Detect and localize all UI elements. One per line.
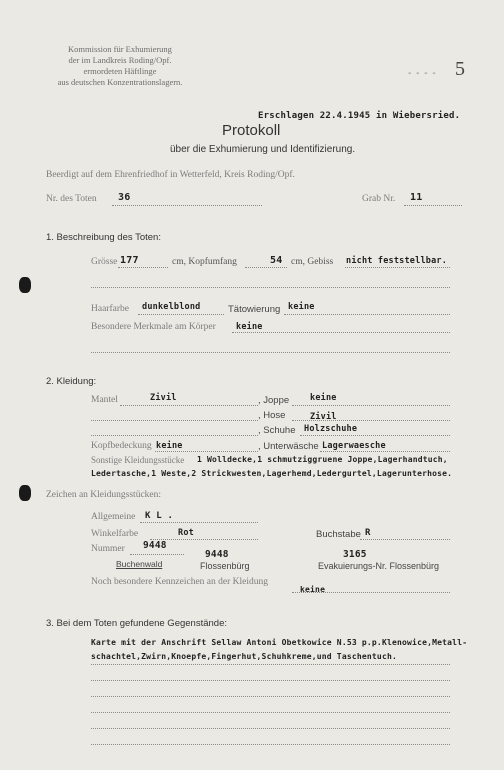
section-3-heading: 3. Bei dem Toten gefundene Gegenstände: [46, 618, 227, 629]
headwear-line [155, 451, 258, 452]
general-value: K L . [145, 511, 174, 521]
org-header [50, 44, 190, 88]
found-items-line-2: schachtel,Zwirn,Knoepfe,Fingerhut,Schuhkreme,und Taschentuch. [91, 652, 398, 661]
punch-hole-top [19, 277, 31, 293]
hair-line [138, 314, 224, 315]
trousers-value: Zivil [310, 412, 337, 422]
buchenwald-value: Buchenwald [116, 559, 163, 569]
general-label: Allgemeine [91, 512, 136, 522]
grave-no-label: Grab Nr. [362, 194, 396, 204]
jacket-value: keine [310, 393, 337, 403]
flossenburg-label: Flossenbürg [200, 561, 250, 571]
org-line-3: ermordeten Häftlinge [83, 66, 157, 76]
tattoo-line [284, 314, 450, 315]
jacket-label: , Joppe [258, 395, 290, 406]
angle-color-value: Rot [178, 528, 194, 538]
punch-hole-bottom [19, 485, 31, 501]
shoes-line [300, 435, 450, 436]
page-title: Protokoll [222, 122, 281, 139]
dead-no-value: 36 [118, 192, 131, 203]
letter-label: Buchstabe [316, 529, 361, 540]
other-clothing-line-2: Ledertasche,1 Weste,2 Strickwesten,Lagerhemd,Ledergurtel,Lagerunterhose. [91, 469, 453, 478]
coat-line [120, 405, 258, 406]
org-line-4: aus deutschen Konzentrationslagern. [57, 77, 183, 87]
grave-no-line [404, 205, 462, 206]
clothing-marks-heading: Zeichen an Kleidungsstücken: [46, 490, 162, 500]
hair-label: Haarfarbe [91, 304, 129, 314]
found-line-a [91, 664, 450, 665]
trousers-label: , Hose [258, 410, 286, 421]
page-subtitle: über die Exhumierung und Identifizierung. [170, 144, 356, 155]
head-line [245, 267, 287, 268]
blank-line-3 [91, 420, 258, 421]
other-marks-value: keine [300, 585, 326, 594]
tattoo-value: keine [288, 302, 315, 312]
page-number: 5 [455, 58, 465, 80]
cm-teeth-label: cm, Gebiss [291, 257, 334, 267]
marks-value: keine [236, 322, 263, 332]
found-line-c [91, 696, 450, 697]
angle-color-label: Winkelfarbe [91, 529, 139, 539]
other-clothing-line-1: 1 Wolldecke,1 schmutziggruene Joppe,Lagerhandtuch, [197, 455, 448, 464]
grave-no-value: 11 [410, 192, 423, 203]
section-1-heading: 1. Beschreibung des Toten: [46, 232, 161, 243]
hair-value: dunkelblond [142, 302, 201, 312]
cm-headsize-label: cm, Kopfumfang [172, 257, 237, 267]
blank-line-4 [91, 435, 258, 436]
head-value: 54 [270, 255, 283, 266]
underwear-line [320, 451, 450, 452]
page-dash: - - - - [408, 68, 437, 79]
other-marks-label: Noch besondere Kennzeichen an der Kleidung [91, 577, 268, 587]
shoes-value: Holzschuhe [304, 424, 358, 434]
general-line [140, 522, 258, 523]
typed-location: Erschlagen 22.4.1945 in Wiebersried. [258, 111, 461, 121]
blank-line-1 [91, 287, 450, 288]
letter-value: R [365, 528, 371, 538]
burial-line: Beerdigt auf dem Ehrenfriedhof in Wetterfeld, Kreis Roding/Opf. [46, 170, 295, 180]
found-line-f [91, 744, 450, 745]
marks-line [232, 332, 450, 333]
tattoo-label: Tätowierung [228, 304, 281, 315]
coat-value: Zivil [150, 393, 177, 403]
teeth-value: nicht feststellbar. [346, 256, 448, 266]
letter-line [360, 539, 450, 540]
headwear-label: Kopfbedeckung [91, 441, 152, 451]
shoes-label: , Schuhe [258, 425, 296, 436]
number-value: 9448 [143, 540, 167, 551]
blank-line-2 [91, 352, 450, 353]
height-value: 177 [120, 255, 139, 266]
org-line-2: der im Landkreis Roding/Opf. [68, 55, 172, 65]
jacket-line [292, 405, 450, 406]
flossenburg-number: 9448 [205, 549, 229, 560]
evacuation-number: 3165 [343, 549, 367, 560]
height-line [118, 267, 168, 268]
org-line-1: Kommission für Exhumierung [68, 44, 172, 54]
marks-label: Besondere Merkmale am Körper [91, 322, 216, 332]
section-2-heading: 2. Kleidung: [46, 376, 97, 387]
underwear-label: , Unterwäsche [258, 441, 319, 452]
dead-no-label: Nr. des Toten [46, 194, 97, 204]
found-line-d [91, 712, 450, 713]
height-label: Grösse [91, 257, 118, 267]
underwear-value: Lagerwaesche [322, 441, 386, 451]
found-line-e [91, 728, 450, 729]
headwear-value: keine [156, 441, 183, 451]
dead-no-line [112, 205, 262, 206]
evacuation-label: Evakuierungs-Nr. Flossenbürg [318, 561, 440, 571]
found-line-b [91, 680, 450, 681]
number-line [130, 554, 184, 555]
found-items-line-1: Karte mit der Anschrift Sellaw Antoni Obetkowice N.53 p.p.Klenowice,Metall- [91, 638, 468, 647]
other-clothing-label: Sonstige Kleidungsstücke [91, 455, 185, 465]
coat-label: Mantel [91, 395, 118, 405]
number-label: Nummer [91, 544, 125, 554]
teeth-line [345, 267, 450, 268]
